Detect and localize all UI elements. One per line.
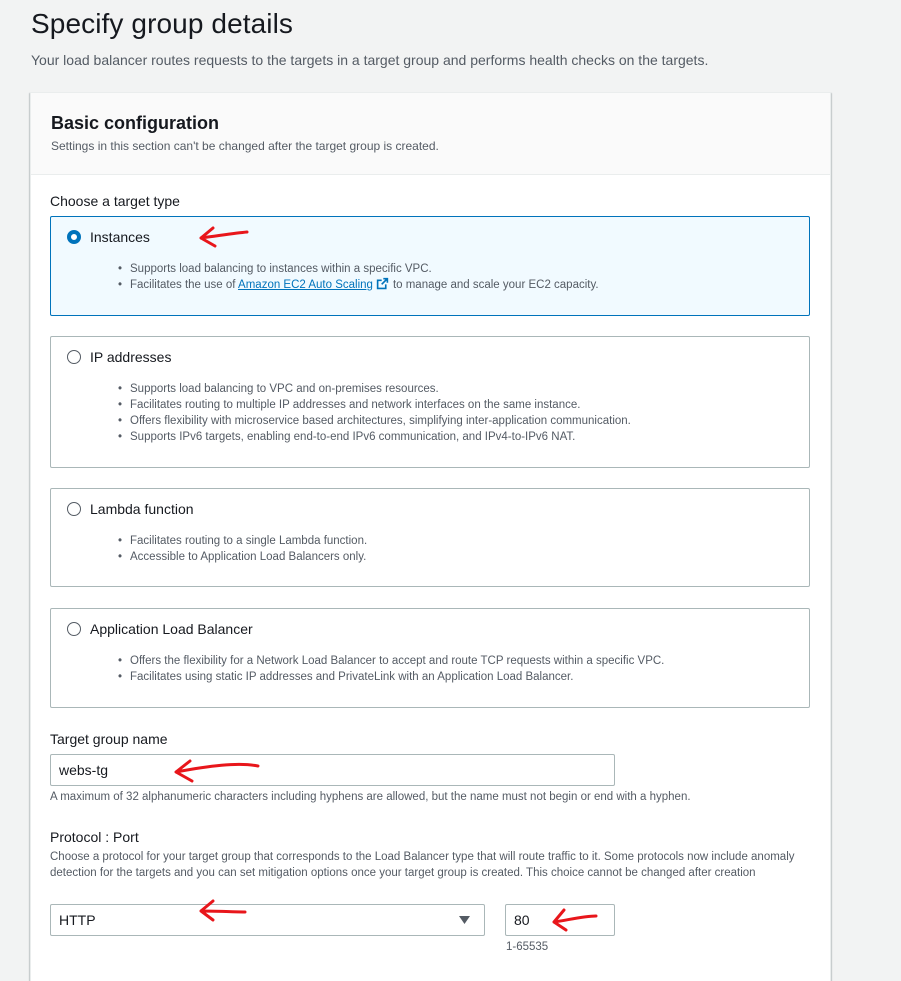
bullet-item [130, 277, 599, 293]
bullet-item: • Facilitates using static IP addresses and PrivateLink with an Application Load Balancer. [130, 669, 664, 685]
page-description: Your load balancer routes requests to the targets in a target group and performs health checks on the targets. [31, 52, 709, 68]
tile-title: Lambda function [90, 501, 194, 517]
page-title: Specify group details [31, 8, 294, 39]
ec2-auto-scaling-link[interactable]: Amazon EC2 Auto Scaling [238, 279, 373, 291]
bullet-prefix: Facilitates the use of [130, 279, 236, 291]
radio-button[interactable] [67, 350, 81, 364]
target-group-name-label: Target group name [50, 731, 168, 747]
target-type-label: Choose a target type [50, 193, 180, 209]
port-input[interactable] [505, 904, 615, 936]
target-type-option-ip-addresses[interactable] [67, 349, 171, 365]
port-hint: 1-65535 [506, 941, 549, 953]
target-type-tile-lambda[interactable] [50, 488, 810, 587]
tile-bullets [130, 261, 599, 293]
protocol-select[interactable] [50, 904, 485, 936]
tile-title: Instances [90, 229, 150, 245]
target-type-option-alb[interactable] [67, 621, 253, 637]
target-group-name-hint: A maximum of 32 alphanumeric characters including hyphens are allowed, but the name must not begin or end with a hyphen. [50, 791, 691, 803]
protocol-value: HTTP [59, 912, 96, 928]
tile-bullets [130, 533, 367, 565]
protocol-port-label: Protocol : Port [50, 829, 139, 845]
radio-button[interactable] [67, 622, 81, 636]
protocol-port-description: Choose a protocol for your target group that corresponds to the Load Balancer type that will route traffic to it. Some protocols now include anomaly detection for the targets and you can set mitigation options once your target group is created. This choice cannot be changed after creation [50, 851, 795, 879]
bullet-item: • Facilitates routing to a single Lambda function. [130, 533, 367, 549]
bullet-item: • Offers flexibility with microservice based architectures, simplifying inter-application communication. [130, 413, 631, 429]
target-type-tile-alb[interactable] [50, 608, 810, 708]
tile-title: Application Load Balancer [90, 621, 253, 637]
target-group-name-value: webs-tg [59, 762, 109, 778]
bullet-item: • Supports load balancing to VPC and on-premises resources. [130, 381, 631, 397]
bullet-item: • Accessible to Application Load Balancers only. [130, 549, 367, 565]
bullet-item: • Offers the flexibility for a Network Load Balancer to accept and route TCP requests within a specific VPC. [130, 653, 664, 669]
target-type-option-lambda[interactable] [67, 501, 194, 517]
target-type-tile-instances[interactable] [50, 216, 810, 316]
tile-bullets [130, 653, 664, 685]
bullet-item: • Supports IPv6 targets, enabling end-to-end IPv6 communication, and IPv4-to-IPv6 NAT. [130, 429, 631, 445]
bullet-item: • Facilitates routing to multiple IP addresses and network interfaces on the same instance. [130, 397, 631, 413]
bullet-item: • Supports load balancing to instances within a specific VPC. [130, 261, 599, 277]
target-type-tile-ip-addresses[interactable] [50, 336, 810, 468]
target-type-option-instances[interactable] [67, 229, 150, 245]
target-group-name-input[interactable] [50, 754, 615, 786]
tile-bullets [130, 381, 631, 445]
caret-down-icon [459, 916, 470, 924]
radio-button-selected[interactable] [67, 230, 81, 244]
port-value: 80 [514, 912, 530, 928]
panel-header [31, 93, 830, 175]
panel-subtitle: Settings in this section can't be changed after the target group is created. [51, 139, 439, 153]
bullet-suffix: to manage and scale your EC2 capacity. [392, 279, 599, 291]
radio-button[interactable] [67, 502, 81, 516]
external-link-icon[interactable] [376, 277, 389, 290]
panel-title: Basic configuration [51, 113, 220, 133]
tile-title: IP addresses [90, 349, 172, 365]
